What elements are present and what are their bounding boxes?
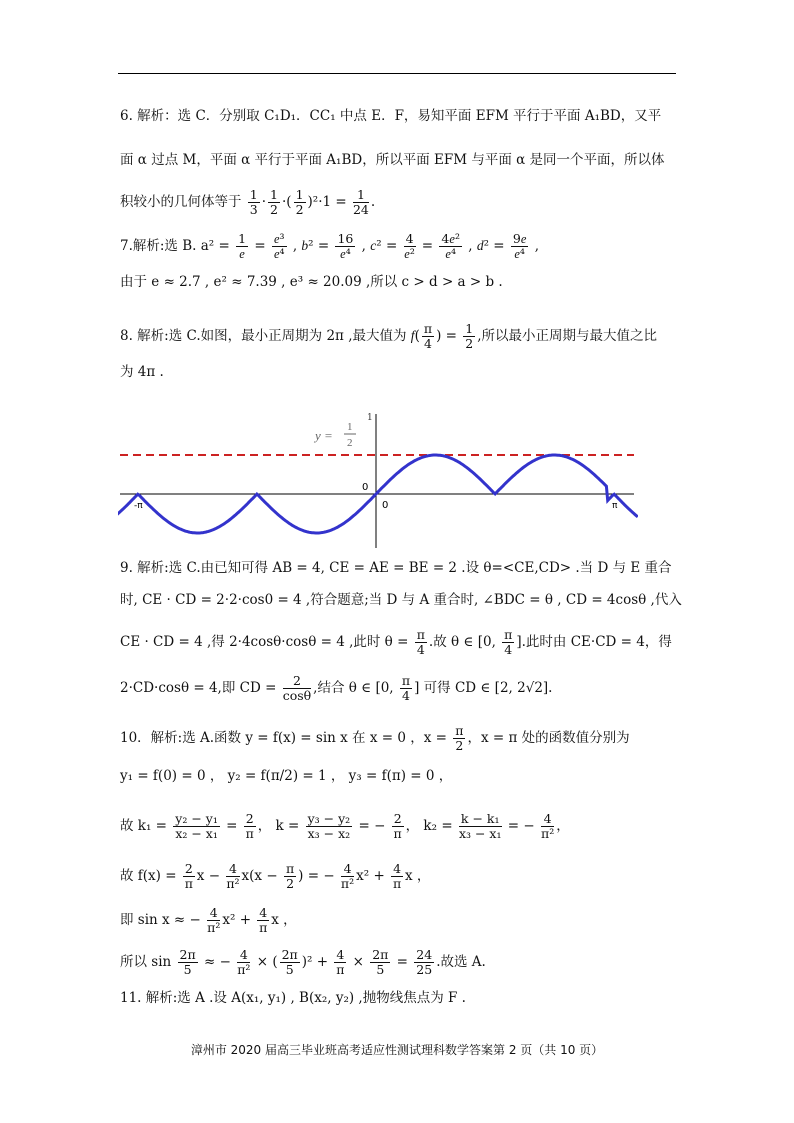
- p8-line2: 为 4π .: [120, 364, 164, 380]
- p7-line2: 由于 e ≈ 2.7 , e² ≈ 7.39 , e³ ≈ 20.09 ,所以 c > d > a > b .: [120, 274, 503, 290]
- origin-label: 0: [362, 482, 369, 493]
- y-tick-label: 1: [367, 413, 373, 423]
- p11-line1: 11. 解析:选 A .设 A(x₁, y₁) , B(x₂, y₂) ,抛物线焦点为 F .: [120, 990, 466, 1006]
- p10-line1: 10．解析:选 A.函数 y = f(x) = sin x 在 x = 0 ，x = $\frac{\pi}{2}$ ，x = π 处的函数值分别为: [120, 723, 630, 753]
- x-zero-label: 0: [382, 500, 389, 511]
- p9-line2: 时, CE · CD = 2·2·cos0 = 4 ,符合题意;当 D 与 A 重合时, ∠BDC = θ , CD = 4cosθ ,代入: [120, 592, 682, 608]
- p9-line1: 9. 解析:选 C.由已知可得 AB = 4, CE = AE = BE = 2 .设 θ=<CE,CD> .当 D 与 E 重合: [120, 560, 672, 576]
- p10-line5: 即 sin x ≈ − $\frac{4}{\text{π²}}$ x² + $\frac{4}{\pi}$ x ，: [120, 905, 297, 935]
- p10-line6: 所以 sin $\frac{2\pi}{5}$ ≈ − $\frac{4}{\text{π²}}$ × ( $\frac{2\pi}{5}$ )² + $\frac{4}{\pi}$ × $\frac{2\pi}{5}$ = $\frac{24}{25}$ .故选 A.: [120, 947, 486, 977]
- p7-line1: 7.解析:选 B. a² = $\frac{1}{e}$ = $\frac{\text{e³}}{\text{e⁴}}$ , b² = $\frac{16}{\text{e⁴}}$ , c² = $\frac{4}{\text{e²}}$ = $\frac{\text{4e²}}{\text{e⁴}}$ , d² = $\frac{9e}{\text{e⁴}}$ ,: [120, 231, 539, 261]
- p10-line4: 故 f(x) = $\frac{2}{\pi}$ x − $\frac{4}{\text{π²}}$ x(x − $\frac{\pi}{2}$ ) = − $\frac{4}{\text{π²}}$ x² + $\frac{4}{\pi}$ x ，: [120, 861, 431, 891]
- pi-label: π: [612, 501, 618, 511]
- p10-line2: y₁ = f(0) = 0 ， y₂ = f(π/2) = 1 ， y₃ = f(π) = 0 ，: [120, 768, 453, 784]
- neg-pi-label: -π: [134, 501, 143, 511]
- p9-line4: 2·CD·cosθ = 4,即 CD = $\frac{2}{\cos\theta}$ ,结合 θ ∈ [0, $\frac{\pi}{4}$ ] 可得 CD ∈ [2, 2√2].: [120, 673, 553, 703]
- p6-line1: 6. 解析：选 C．分别取 C₁D₁．CC₁ 中点 E．F，易知平面 EFM 平行于平面 A₁BD，又平: [120, 108, 662, 124]
- p9-line3: CE · CD = 4 ,得 2·4cosθ·cosθ = 4 ,此时 θ = $\frac{\pi}{4}$ .故 θ ∈ [0, $\frac{\pi}{4}$ ].此时由 CE·CD = 4，得: [120, 627, 672, 657]
- header-rule: [118, 73, 676, 74]
- sine-graph: [118, 410, 638, 550]
- half-den: 2: [347, 437, 353, 449]
- half-num: 1: [347, 421, 353, 433]
- p6-line3: 积较小的几何体等于 $\frac{1}{3}$ · $\frac{1}{2}$ ·( $\frac{1}{2}$ )²·1 = $\frac{1}{24}$ .: [120, 187, 376, 217]
- p6-line2: 面 α 过点 M，平面 α 平行于平面 A₁BD，所以平面 EFM 与平面 α 是同一个平面，所以体: [120, 152, 665, 168]
- p8-line1: 8. 解析:选 C.如图，最小正周期为 2π ,最大值为 f( $\frac{\pi}{4}$ ) = $\frac{1}{2}$ ,所以最小正周期与最大值之比: [120, 321, 657, 351]
- p10-line3: 故 k₁ = $\frac{\text{y₂ − y₁}}{\text{x₂ − x₁}}$ = $\frac{2}{\pi}$ ， k = $\frac{\text{y₃ − y₂}}{\text{x₃ − x₂}}$ = − $\frac{2}{\pi}$ ， k₂ = $\frac{\text{k − k₁}}{\text{x₃ − x₁}}$ = − $\frac{4}{\text{π²}}$ ，: [120, 811, 570, 841]
- y-equals-label: y =: [315, 428, 333, 443]
- page-footer: 漳州市 2020 届高三毕业班高考适应性测试理科数学答案第 2 页（共 10 页）: [190, 1043, 604, 1057]
